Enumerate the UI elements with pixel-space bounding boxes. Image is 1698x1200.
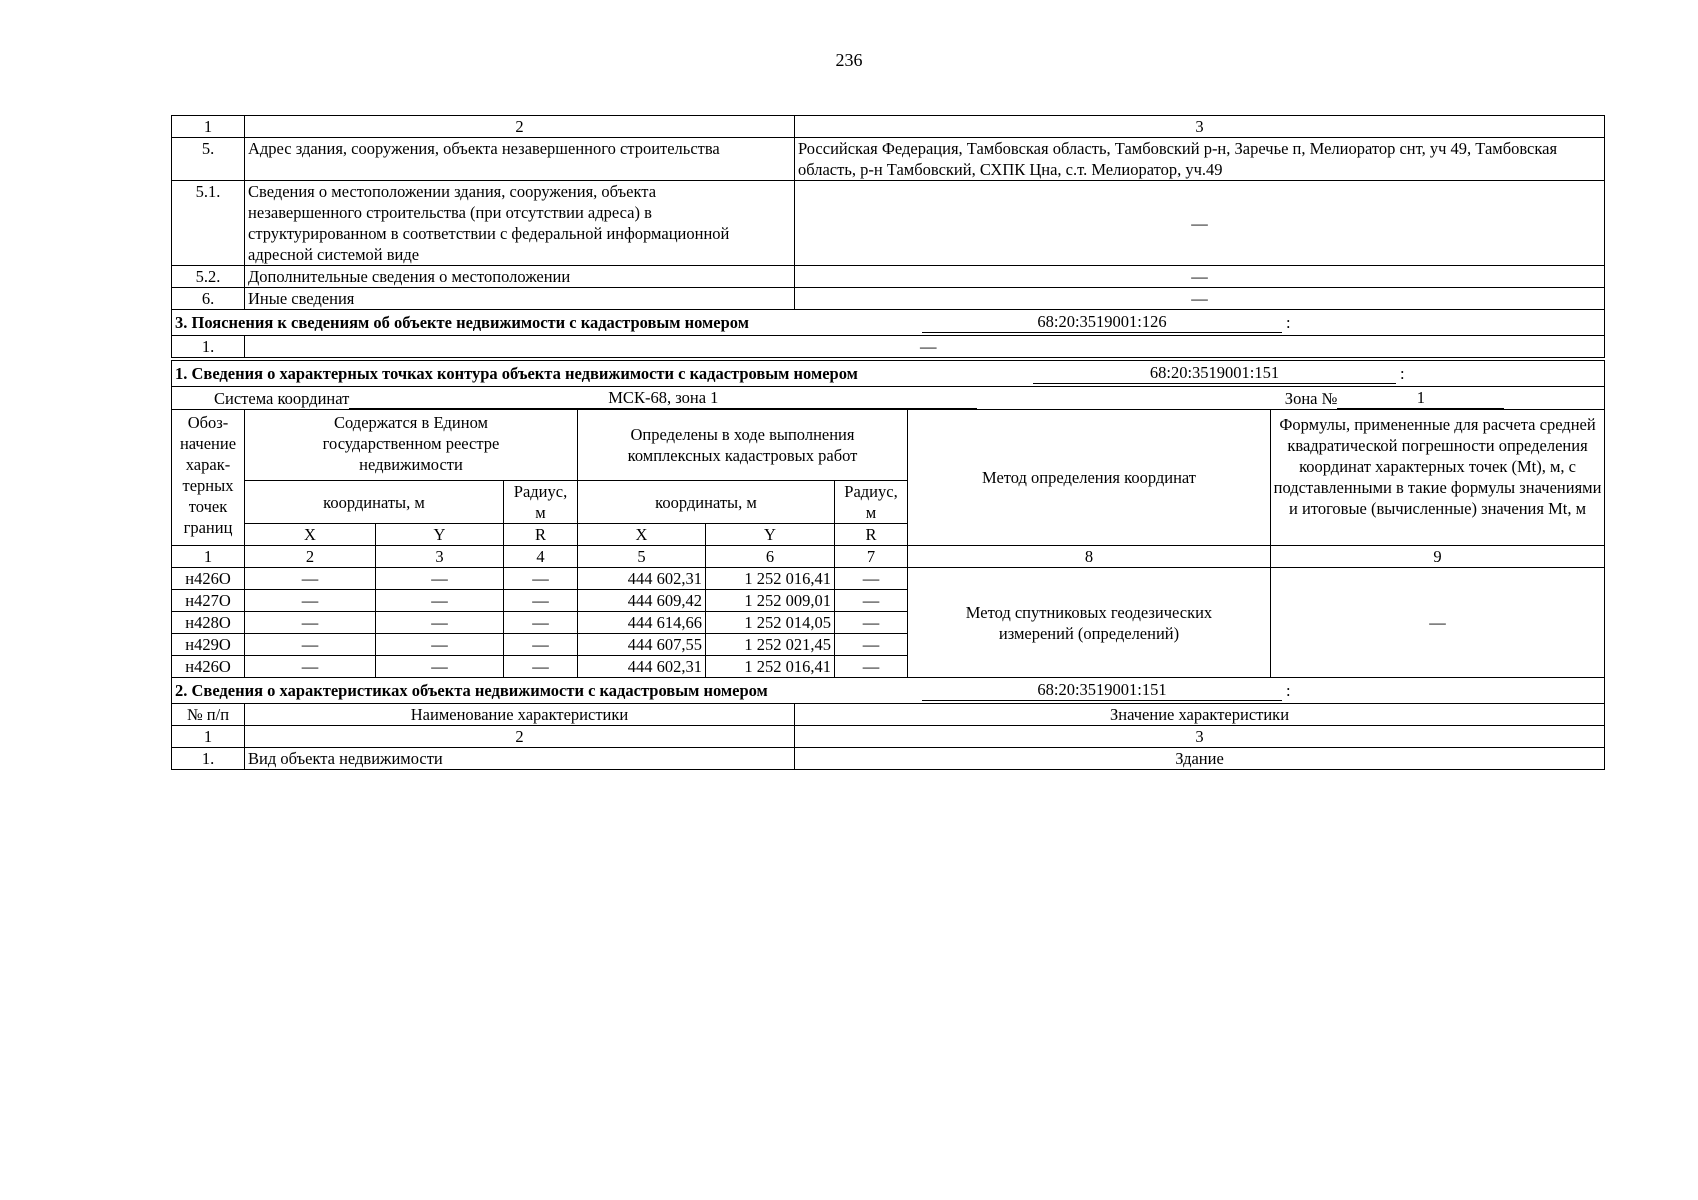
coord-system-value: МСК-68, зона 1 (349, 387, 977, 409)
point-r-egrn: — (504, 612, 578, 634)
point-y: 1 252 009,01 (706, 590, 835, 612)
section2-title: 2. Сведения о характеристиках объекта недвижимости с кадастровым номером (175, 681, 768, 700)
method-value: Метод спутниковых геодезических измерений (определений) (908, 568, 1271, 678)
section1-title-row (172, 361, 1605, 387)
point-r: — (835, 612, 908, 634)
row-name: Дополнительные сведения о местоположении (245, 266, 795, 288)
coord-system-row (172, 387, 1605, 410)
point-y-egrn: — (376, 656, 504, 678)
point-x-egrn: — (245, 612, 376, 634)
column-number-row (172, 116, 1605, 138)
row-value: — (795, 288, 1605, 310)
row-number: 5.2. (172, 266, 245, 288)
point-r: — (835, 590, 908, 612)
table-row (172, 748, 1605, 770)
point-r: — (835, 568, 908, 590)
row-number: 1. (172, 336, 245, 358)
point-x: 444 602,31 (578, 656, 706, 678)
point-y: 1 252 021,45 (706, 634, 835, 656)
ckr-x-header: X (578, 524, 706, 546)
characteristics-table (171, 677, 1605, 770)
point-id: н427О (172, 590, 245, 612)
col-num-3: 3 (376, 546, 504, 568)
point-x: 444 609,42 (578, 590, 706, 612)
designation-header: Обоз-начение харак-терных точек границ (172, 410, 245, 546)
ckr-header: Определены в ходе выполнения комплексных кадастровых работ (578, 410, 908, 481)
egrn-coords-header: координаты, м (245, 481, 504, 524)
point-x: 444 614,66 (578, 612, 706, 634)
point-r: — (835, 656, 908, 678)
section3-colon: : (1286, 313, 1291, 332)
point-x: 444 607,55 (578, 634, 706, 656)
header-row-1 (172, 410, 1605, 481)
ckr-r-header: R (835, 524, 908, 546)
row-number: 6. (172, 288, 245, 310)
row-name: Адрес здания, сооружения, объекта незавершенного строительства (245, 138, 795, 181)
section2-colon: : (1286, 681, 1291, 700)
egrn-y-header: Y (376, 524, 504, 546)
ckr-y-header: Y (706, 524, 835, 546)
table-row (172, 568, 1605, 590)
row-name: Иные сведения (245, 288, 795, 310)
col-num-6: 6 (706, 546, 835, 568)
ckr-coords-header: координаты, м (578, 481, 835, 524)
table-row (172, 336, 1605, 358)
num-header: № п/п (172, 704, 245, 726)
row-value: Здание (795, 748, 1605, 770)
row-number: 5.1. (172, 181, 245, 266)
point-x-egrn: — (245, 590, 376, 612)
col-num-3: 3 (795, 116, 1605, 138)
egrn-radius-header: Радиус, м (504, 481, 578, 524)
point-id: н429О (172, 634, 245, 656)
zone-value: 1 (1337, 387, 1504, 409)
point-r-egrn: — (504, 634, 578, 656)
table-row (172, 181, 1605, 266)
coord-system-label: Система координат (214, 389, 350, 408)
row-name: Сведения о местоположении здания, сооружения, объекта незавершенного строительства (при отсутствии адреса) в структурированном в соответствии с федеральной информационной адресной системой виде (245, 181, 795, 266)
col-num-2: 2 (245, 116, 795, 138)
value-header: Значение характеристики (795, 704, 1605, 726)
col-num-1: 1 (172, 726, 245, 748)
points-table (171, 360, 1605, 678)
point-x-egrn: — (245, 656, 376, 678)
section2-cad-number: 68:20:3519001:151 (922, 679, 1282, 701)
col-num-1: 1 (172, 116, 245, 138)
section1-colon: : (1400, 364, 1405, 383)
col-num-8: 8 (908, 546, 1271, 568)
row-value: — (245, 336, 1605, 358)
section1-cad-number: 68:20:3519001:151 (1033, 362, 1396, 384)
page-number: 236 (835, 50, 863, 70)
row-number: 5. (172, 138, 245, 181)
point-id: н426О (172, 568, 245, 590)
section3-title: 3. Пояснения к сведениям об объекте недвижимости с кадастровым номером (175, 313, 749, 332)
point-y-egrn: — (376, 568, 504, 590)
row-value: Российская Федерация, Тамбовская область, Тамбовский р-н, Заречье п, Мелиоратор снт, уч 49, Тамбовская область, р-н Тамбовский, СХПК Цна, с.т. Мелиоратор, уч.49 (795, 138, 1605, 181)
point-x-egrn: — (245, 568, 376, 590)
address-table (171, 115, 1605, 358)
point-r-egrn: — (504, 568, 578, 590)
table-row (172, 138, 1605, 181)
egrn-x-header: X (245, 524, 376, 546)
method-header: Метод определения координат (908, 410, 1271, 546)
point-y: 1 252 016,41 (706, 656, 835, 678)
egrn-r-header: R (504, 524, 578, 546)
point-id: н428О (172, 612, 245, 634)
column-number-row (172, 546, 1605, 568)
header-row (172, 704, 1605, 726)
section3-title-row (172, 310, 1605, 336)
formulas-header: Формулы, примененные для расчета средней квадратической погрешности определения координат характерных точек (Mt), м, с подставленными в такие формулы значениями и итоговые (вычисленные) значения Mt, м (1271, 410, 1605, 546)
egrn-header: Содержатся в Едином государственном реестре недвижимости (245, 410, 578, 481)
column-number-row (172, 726, 1605, 748)
col-num-3: 3 (795, 726, 1605, 748)
point-y-egrn: — (376, 634, 504, 656)
point-r: — (835, 634, 908, 656)
point-x-egrn: — (245, 634, 376, 656)
row-value: — (795, 266, 1605, 288)
point-y: 1 252 016,41 (706, 568, 835, 590)
row-value: — (795, 181, 1605, 266)
ckr-radius-header: Радиус, м (835, 481, 908, 524)
point-y-egrn: — (376, 612, 504, 634)
zone-label: Зона № (1284, 389, 1338, 408)
point-id: н426О (172, 656, 245, 678)
point-y: 1 252 014,05 (706, 612, 835, 634)
table-row (172, 266, 1605, 288)
col-num-2: 2 (245, 546, 376, 568)
section2-title-row (172, 678, 1605, 704)
col-num-2: 2 (245, 726, 795, 748)
point-r-egrn: — (504, 590, 578, 612)
col-num-5: 5 (578, 546, 706, 568)
col-num-1: 1 (172, 546, 245, 568)
col-num-4: 4 (504, 546, 578, 568)
section1-title: 1. Сведения о характерных точках контура объекта недвижимости с кадастровым номером (175, 364, 858, 383)
point-r-egrn: — (504, 656, 578, 678)
formulas-value: — (1271, 568, 1605, 678)
row-number: 1. (172, 748, 245, 770)
col-num-9: 9 (1271, 546, 1605, 568)
point-y-egrn: — (376, 590, 504, 612)
section3-cad-number: 68:20:3519001:126 (922, 311, 1282, 333)
table-row (172, 288, 1605, 310)
document-sheet (171, 115, 1604, 770)
point-x: 444 602,31 (578, 568, 706, 590)
name-header: Наименование характеристики (245, 704, 795, 726)
row-name: Вид объекта недвижимости (245, 748, 795, 770)
col-num-7: 7 (835, 546, 908, 568)
